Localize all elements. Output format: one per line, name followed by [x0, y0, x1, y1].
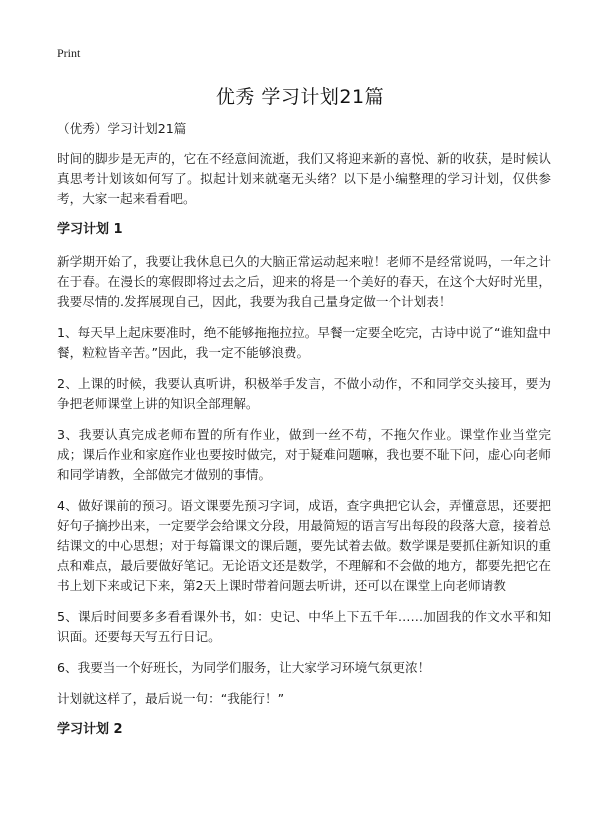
intro-paragraph: 时间的脚步是无声的，它在不经意间流逝，我们又将迎来新的喜悦、新的收获，是时候认真思考计划该如何写了。拟起计划来就毫无头绪？以下是小编整理的学习计划，仅供参考，大家一起来看看吧。 [57, 151, 551, 206]
section1-paragraph: 计划就这样了，最后说一句：“我能行！” [57, 691, 285, 706]
section1-paragraph: 3、我要认真完成老师布置的所有作业，做到一丝不苟，不拖欠作业。课堂作业当堂完成；课后作业和家庭作业也要按时做完，对于疑难问题嘛，我也要不耻下问，虚心向老师和同学请教，全部做完才做别的事情。 [57, 427, 551, 482]
page-title: 优秀 学习计划21篇 [215, 86, 385, 108]
section1-paragraph: 新学期开始了，我要让我休息已久的大脑正常运动起来啦！老师不是经常说吗，一年之计在于春。在漫长的寒假即将过去之后，迎来的将是一个美好的春天，在这个大好时光里，我要尽情的.发挥展现自己，因此，我要为我自己量身定做一个计划表！ [57, 254, 551, 309]
section-heading-1: 学习计划 1 [57, 222, 123, 237]
section1-paragraph: 6、我要当一个好班长，为同学们服务，让大家学习环境气氛更浓！ [57, 660, 431, 675]
section1-paragraph: 4、做好课前的预习。语文课要先预习字词，成语，查字典把它认会，弄懂意思，还要把好句子摘抄出来，一定要学会给课文分段，用最简短的语言写出每段的段落大意，接着总结课文的中心思想；对于每篇课文的课后题，要先试着去做。数学课是要抓住新知识的重点和难点，最后要做好笔记。无论语文还是数学，不理解和不会做的地方，都要先把它在书上划下来或记下来，第2天上课时带着问题去听讲，还可以在课堂上向老师请教 [57, 498, 551, 593]
document-subtitle: （优秀）学习计划21篇 [57, 121, 187, 136]
section1-paragraph: 5、课后时间要多多看看课外书，如：史记、中华上下五千年……加固我的作文水平和知识面。还要每天写五行日记。 [57, 609, 551, 644]
document-body [57, 119, 551, 752]
print-label: Print [57, 46, 81, 60]
section1-paragraph: 1、每天早上起床要准时，绝不能够拖拖拉拉。早餐一定要全吃完，古诗中说了“谁知盘中餐，粒粒皆辛苦。”因此，我一定不能够浪费。 [57, 325, 551, 360]
section-heading-2: 学习计划 2 [57, 722, 123, 737]
section1-paragraph: 2、上课的时候，我要认真听讲，积极举手发言，不做小动作，不和同学交头接耳，要为争把老师课堂上讲的知识全部理解。 [57, 376, 551, 411]
